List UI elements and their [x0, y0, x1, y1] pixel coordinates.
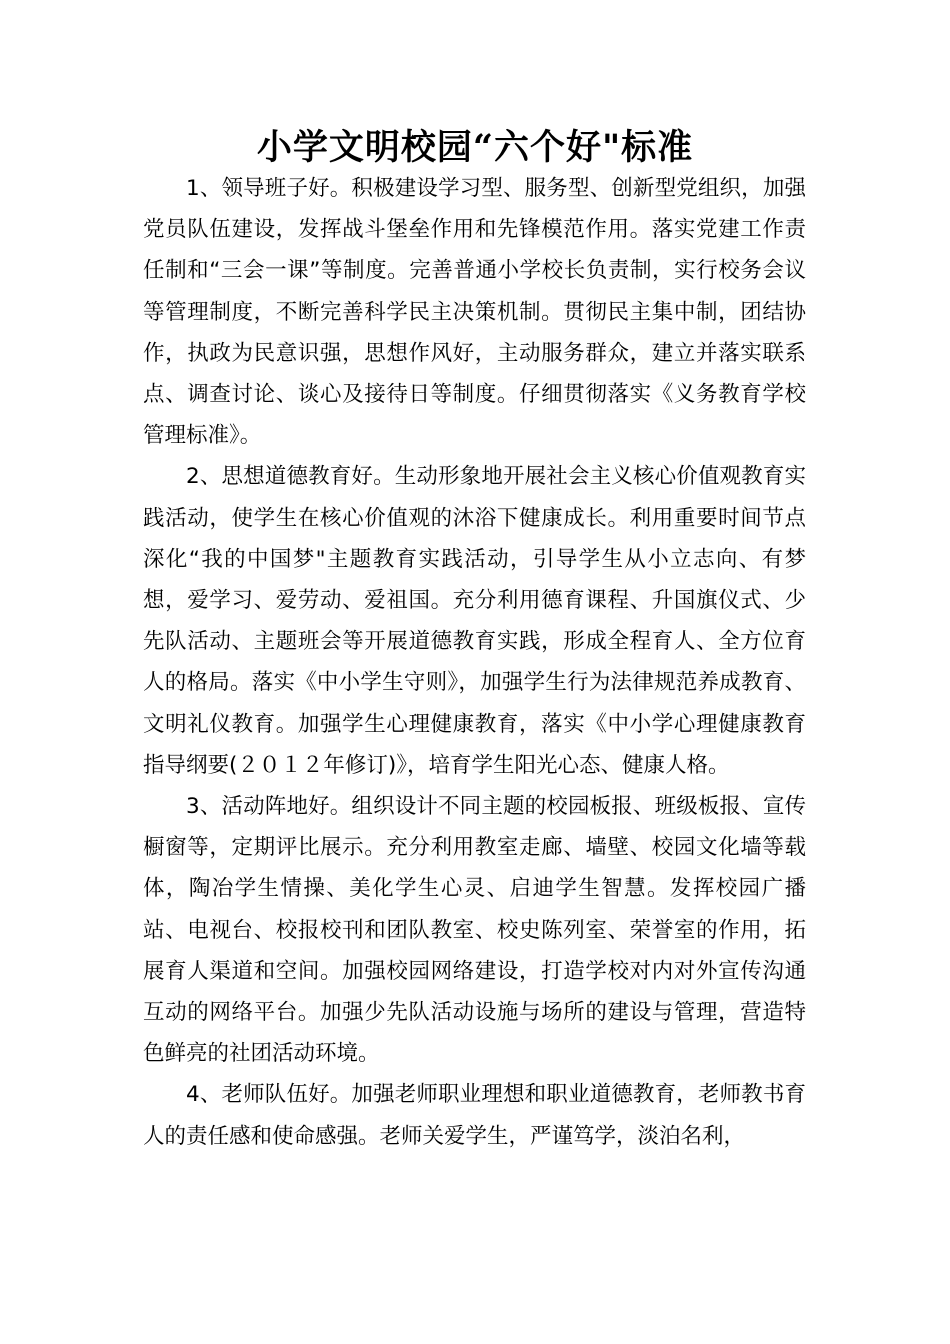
paragraph-teacher-team: 4、老师队伍好。加强老师职业理想和职业道德教育，老师教书育人的责任感和使命感强。老师关爱学生，严谨笃学，淡泊名利，	[143, 1082, 806, 1149]
paragraph-moral-education: 2、思想道德教育好。生动形象地开展社会主义核心价值观教育实践活动，使学生在核心价值观的沐浴下健康成长。利用重要时间节点深化“我的中国梦"主题教育实践活动，引导学生从小立志向、有梦想，爱学习、爱劳动、爱祖国。充分利用德育课程、升国旗仪式、少先队活动、主题班会等开展道德教育实践，形成全程育人、全方位育人的格局。落实《中小学生守则》，加强学生行为法律规范养成教育、文明礼仪教育。加强学生心理健康教育，落实《中小学心理健康教育指导纲要(２０１２年修订)》，培育学生阳光心态、健康人格。	[143, 464, 806, 778]
document-title: 小学文明校园“六个好"标准	[256, 127, 694, 168]
paragraph-leadership: 1、领导班子好。积极建设学习型、服务型、创新型党组织，加强党员队伍建设，发挥战斗堡垒作用和先锋模范作用。落实党建工作责任制和“三会一课”等制度。完善普通小学校长负责制，实行校务会议等管理制度，不断完善科学民主决策机制。贯彻民主集中制，团结协作，执政为民意识强，思想作风好，主动服务群众，建立并落实联系点、调查讨论、谈心及接待日等制度。仔细贯彻落实《义务教育学校管理标准》。	[143, 176, 806, 449]
paragraph-activity-venues: 3、活动阵地好。组织设计不同主题的校园板报、班级板报、宣传橱窗等，定期评比展示。充分利用教室走廊、墙壁、校园文化墙等载体，陶冶学生情操、美化学生心灵、启迪学生智慧。发挥校园广播站、电视台、校报校刊和团队教室、校史陈列室、荣誉室的作用，拓展育人渠道和空间。加强校园网络建设，打造学校对内对外宣传沟通互动的网络平台。加强少先队活动设施与场所的建设与管理，营造特色鲜亮的社团活动环境。	[143, 794, 806, 1067]
document-body	[143, 168, 806, 1157]
